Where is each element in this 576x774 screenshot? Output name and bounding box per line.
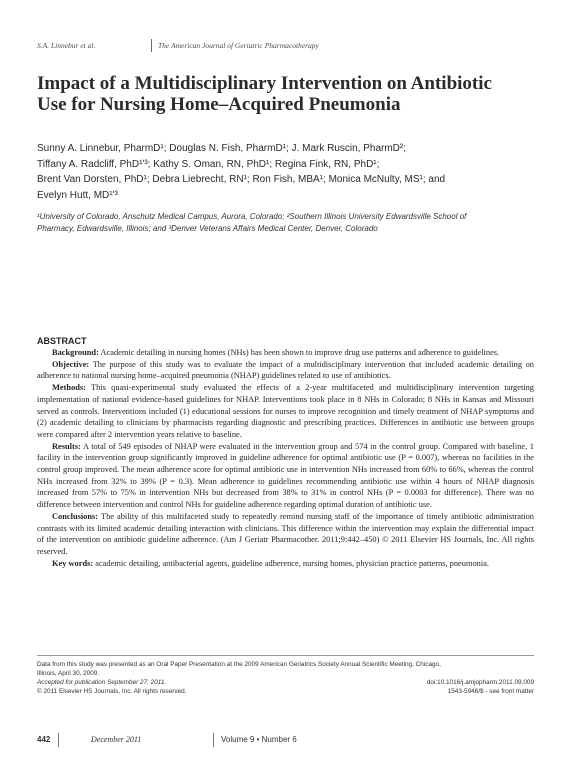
abstract-heading: ABSTRACT xyxy=(37,336,87,346)
abstract-conclusions xyxy=(37,511,534,558)
section-label: Conclusions: xyxy=(52,511,99,521)
copyright: © 2011 Elsevier HS Journals, Inc. All rights reserved. xyxy=(37,688,187,696)
author-line: Brent Van Dorsten, PhD¹; Debra Liebrecht, RN¹; Ron Fish, MBA¹; Monica McNulty, MS¹; and xyxy=(37,174,446,186)
section-text: The ability of this multifaceted study to repeatedly remind nursing staff of the importance of timely antibiotic administration contrasts with its limited academic detailing interaction with clinicians. This difference within the intervention may explain the differential impact of the intervention on antibiotic guideline adherence. (Am J Geriatr Pharmacother. 2011;9:442–450) © 2011 Elsevier HS Journals, Inc. All rights reserved. xyxy=(37,511,534,556)
issue-date: December 2011 xyxy=(91,735,142,744)
affiliation-line: ¹University of Colorado, Anschutz Medical Campus, Aurora, Colorado; ²Southern Illinois University Edwardsville School of xyxy=(37,212,467,221)
running-header-divider xyxy=(151,39,152,52)
article-title xyxy=(37,73,537,115)
volume-number: Volume 9 • Number 6 xyxy=(221,735,297,744)
section-text: academic detailing, antibacterial agents, guideline adherence, nursing homes, physician practice patterns, pneumonia. xyxy=(95,558,489,568)
author-line: Tiffany A. Radcliff, PhD¹ʹ³; Kathy S. Oman, RN, PhD¹; Regina Fink, RN, PhD¹; xyxy=(37,158,380,170)
footer-divider xyxy=(213,733,214,747)
abstract-objective xyxy=(37,359,534,382)
section-label: Methods: xyxy=(52,383,86,393)
page-footer xyxy=(37,733,541,747)
section-label: Key words: xyxy=(52,558,94,568)
author-line: Evelyn Hutt, MD¹ʹ³ xyxy=(37,189,118,201)
abstract-background xyxy=(37,347,534,359)
running-header xyxy=(37,41,541,55)
section-text: A total of 549 episodes of NHAP were evaluated in the intervention group and 574 in the control group. Compared with baseline, 1 facility in the intervention group significantly improved in guideline adherence for optimal antibiotic use (P = 0.007), whereas no facilities in the control group improved. The mean adherence score for optimal antibiotic use in intervention NHs increased from 60% to 66%, whereas the control NHs increased from 32% to 39% (P = 0.3). Mean adherence to guidelines recommending antibiotic use within 4 hours of NHAP diagnosis increased from 57% to 75% in intervention NHs but decreased from 38% to 31% in control NHs (P = 0.0003 for difference). There was no difference between intervention and control NHs for guideline adherence regarding optimal duration of antibiotic use. xyxy=(37,441,534,510)
accepted-date: Accepted for publication September 27, 2011. xyxy=(37,679,167,687)
issn: 1543-5946/$ - see front matter xyxy=(447,688,534,696)
footnotes xyxy=(37,660,534,696)
running-header-authors: S.A. Linnebur et al. xyxy=(37,41,96,50)
abstract-results xyxy=(37,441,534,511)
footnote-row xyxy=(37,687,534,696)
section-text: This quasi-experimental study evaluated the effects of a 2-year multifaceted and multidisciplinary intervention targeting implementation of national evidence-based guidelines for NHAP. Interventions took place in 8 NHs in Colorado; 8 NHs in Kansas and Missouri served as controls. Interventions included (1) educational sessions for nurses to improve recognition and timely treatment of NHAP symptoms and (2) academic detailing to clinicians by pharmacists regarding diagnostic and prescribing practices. Differences in antibiotic use between groups were compared after 2 intervention years relative to baseline. xyxy=(37,383,534,439)
abstract-keywords xyxy=(37,558,534,570)
page-number: 442 xyxy=(37,735,51,744)
section-label: Background: xyxy=(52,348,99,357)
affiliations xyxy=(37,211,547,235)
affiliation-line: Pharmacy, Edwardsville, Illinois; and ³Denver Veterans Affairs Medical Center, Denver, Colorado xyxy=(37,224,378,233)
section-label: Objective: xyxy=(52,359,90,369)
abstract xyxy=(37,335,534,569)
footnote-row xyxy=(37,678,534,687)
abstract-methods xyxy=(37,382,534,441)
footer-divider xyxy=(58,733,59,747)
footnote-presented-cont: Illinois, April 30, 2009. xyxy=(37,670,100,678)
running-header-journal: The American Journal of Geriatric Pharmacotherapy xyxy=(158,41,319,50)
author-line: Sunny A. Linnebur, PharmD¹; Douglas N. Fish, PharmD¹; J. Mark Ruscin, PharmD²; xyxy=(37,143,407,154)
section-text: Academic detailing in nursing homes (NHs) has been shown to improve drug use patterns and adherence to guidelines. xyxy=(100,348,500,357)
section-text: The purpose of this study was to evaluate the impact of a multidisciplinary intervention that included academic detailing on adherence to national nursing home–acquired pneumonia (NHAP) guidelines related to use of antibiotics. xyxy=(37,359,534,381)
doi: doi:10.1016/j.amjopharm.2011.09.009 xyxy=(426,679,534,687)
section-label: Results: xyxy=(52,441,81,451)
author-list xyxy=(37,141,547,203)
article-title-line: Use for Nursing Home–Acquired Pneumonia xyxy=(37,94,401,115)
footnote-presented: Data from this study was presented as an Oral Paper Presentation at the 2009 American Geriatrics Society Annual Scientific Meeting, Chicago, xyxy=(37,661,441,668)
footnote-divider xyxy=(37,655,534,656)
article-title-line: Impact of a Multidisciplinary Intervention on Antibiotic xyxy=(37,73,492,94)
